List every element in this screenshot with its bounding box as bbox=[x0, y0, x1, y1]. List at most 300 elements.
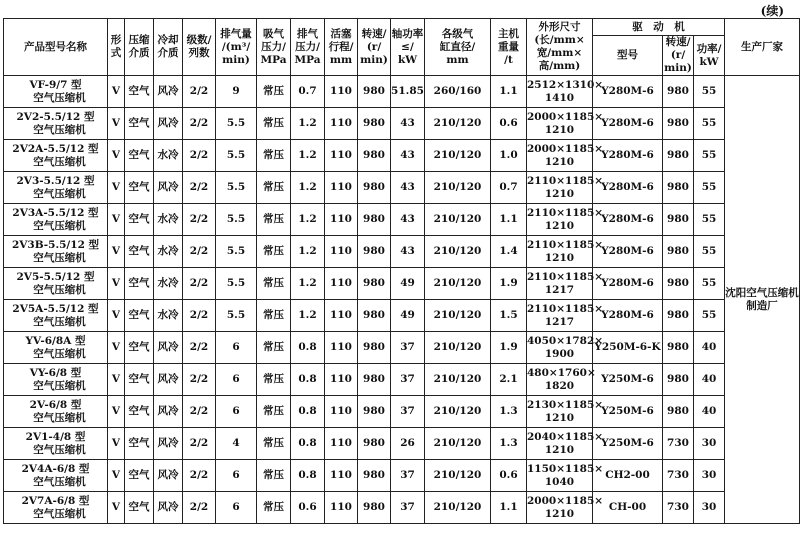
cell-cylinder-diameter: 210/120 bbox=[425, 204, 491, 236]
cell-discharge-pressure: 1.2 bbox=[291, 172, 325, 204]
cell-discharge-pressure: 0.8 bbox=[291, 364, 325, 396]
cell-cylinder-diameter: 210/120 bbox=[425, 460, 491, 492]
cell-motor-speed: 980 bbox=[663, 140, 694, 172]
table-row bbox=[4, 108, 800, 140]
cell-shaft-power: 37 bbox=[391, 460, 425, 492]
cell-discharge-pressure: 0.6 bbox=[291, 492, 325, 524]
header-discharge-pressure: 排气 压力/ MPa bbox=[291, 19, 325, 76]
cell-weight: 1.1 bbox=[491, 76, 527, 108]
cell-motor-power: 30 bbox=[694, 428, 725, 460]
cell-motor-model: Y280M-6 bbox=[593, 236, 663, 268]
cell-displacement: 5.5 bbox=[216, 236, 257, 268]
cell-stroke: 110 bbox=[325, 76, 358, 108]
dimensions-line-1: 2110×1185× bbox=[527, 206, 604, 219]
cell-motor-model: Y250M-6 bbox=[593, 428, 663, 460]
cell-suction-pressure: 常压 bbox=[257, 108, 291, 140]
cell-shaft-power: 37 bbox=[391, 492, 425, 524]
cell-suction-pressure: 常压 bbox=[257, 396, 291, 428]
cell-stages: 2/2 bbox=[183, 268, 216, 300]
model-subtitle: 空气压缩机 bbox=[33, 315, 86, 328]
table-row bbox=[4, 332, 800, 364]
cell-stages: 2/2 bbox=[183, 108, 216, 140]
cell-displacement: 9 bbox=[216, 76, 257, 108]
model-name: 2V5-5.5/12 型 bbox=[16, 270, 95, 283]
cell-speed: 980 bbox=[358, 364, 391, 396]
cell-model bbox=[4, 492, 108, 524]
cell-form: V bbox=[108, 332, 125, 364]
table-row bbox=[4, 364, 800, 396]
cell-stages: 2/2 bbox=[183, 428, 216, 460]
cell-shaft-power: 43 bbox=[391, 140, 425, 172]
cell-motor-speed: 980 bbox=[663, 204, 694, 236]
cell-displacement: 6 bbox=[216, 364, 257, 396]
cell-speed: 980 bbox=[358, 268, 391, 300]
table-body bbox=[4, 76, 800, 524]
table-row bbox=[4, 268, 800, 300]
model-subtitle: 空气压缩机 bbox=[33, 91, 86, 104]
cell-model bbox=[4, 108, 108, 140]
model-subtitle: 空气压缩机 bbox=[33, 123, 86, 136]
model-name: 2V3B-5.5/12 型 bbox=[11, 238, 100, 251]
model-name: 2V3A-5.5/12 型 bbox=[12, 206, 99, 219]
header-form: 形 式 bbox=[108, 19, 125, 76]
cell-form: V bbox=[108, 492, 125, 524]
cell-stages: 2/2 bbox=[183, 236, 216, 268]
model-subtitle: 空气压缩机 bbox=[33, 411, 86, 424]
cell-form: V bbox=[108, 364, 125, 396]
cell-cylinder-diameter: 210/120 bbox=[425, 172, 491, 204]
cell-motor-speed: 980 bbox=[663, 76, 694, 108]
cell-motor-speed: 730 bbox=[663, 492, 694, 524]
cell-motor-speed: 980 bbox=[663, 300, 694, 332]
cell-discharge-pressure: 1.2 bbox=[291, 140, 325, 172]
header-model: 产品型号名称 bbox=[4, 19, 108, 76]
model-subtitle: 空气压缩机 bbox=[33, 219, 86, 232]
cell-dimensions bbox=[527, 428, 604, 460]
cell-motor-model: Y250M-6-K bbox=[593, 332, 663, 364]
cell-stages: 2/2 bbox=[183, 300, 216, 332]
cell-dimensions bbox=[527, 204, 604, 236]
cell-speed: 980 bbox=[358, 204, 391, 236]
cell-compress-medium: 空气 bbox=[125, 76, 154, 108]
cell-compress-medium: 空气 bbox=[125, 428, 154, 460]
header-maker: 生产厂家 bbox=[725, 19, 800, 76]
cell-displacement: 5.5 bbox=[216, 204, 257, 236]
dimensions-line-1: 2130×1185× bbox=[527, 398, 604, 411]
model-name: 2V3-5.5/12 型 bbox=[16, 174, 95, 187]
cell-discharge-pressure: 1.2 bbox=[291, 108, 325, 140]
dimensions-line-2: 1040 bbox=[544, 475, 575, 488]
model-subtitle: 空气压缩机 bbox=[33, 347, 86, 360]
model-subtitle: 空气压缩机 bbox=[33, 507, 86, 520]
cell-cylinder-diameter: 210/120 bbox=[425, 300, 491, 332]
cell-suction-pressure: 常压 bbox=[257, 204, 291, 236]
cell-cylinder-diameter: 210/120 bbox=[425, 332, 491, 364]
table-row bbox=[4, 172, 800, 204]
cell-shaft-power: 51.85 bbox=[391, 76, 425, 108]
cell-cooling-medium: 风冷 bbox=[154, 172, 183, 204]
cell-cooling-medium: 风冷 bbox=[154, 396, 183, 428]
cell-model bbox=[4, 172, 108, 204]
cell-cooling-medium: 风冷 bbox=[154, 332, 183, 364]
header-compress-medium: 压缩 介质 bbox=[125, 19, 154, 76]
cell-motor-power: 30 bbox=[694, 460, 725, 492]
dimensions-line-2: 1210 bbox=[544, 187, 575, 200]
dimensions-line-1: 2000×1185× bbox=[527, 110, 604, 123]
cell-speed: 980 bbox=[358, 492, 391, 524]
cell-speed: 980 bbox=[358, 300, 391, 332]
cell-dimensions bbox=[527, 140, 604, 172]
cell-suction-pressure: 常压 bbox=[257, 332, 291, 364]
cell-suction-pressure: 常压 bbox=[257, 76, 291, 108]
cell-dimensions bbox=[527, 492, 604, 524]
cell-speed: 980 bbox=[358, 140, 391, 172]
header-dimensions: 外形尺寸 (长/mm× 宽/mm× 高/mm) bbox=[527, 19, 593, 76]
cell-model bbox=[4, 428, 108, 460]
cell-dimensions bbox=[527, 460, 604, 492]
dimensions-line-1: 4050×1782× bbox=[527, 334, 604, 347]
cell-shaft-power: 43 bbox=[391, 204, 425, 236]
table-row bbox=[4, 396, 800, 428]
cell-motor-power: 55 bbox=[694, 140, 725, 172]
header-suction-pressure: 吸气 压力/ MPa bbox=[257, 19, 291, 76]
cell-form: V bbox=[108, 236, 125, 268]
dimensions-line-2: 1900 bbox=[544, 347, 575, 360]
cell-weight: 2.1 bbox=[491, 364, 527, 396]
cell-stroke: 110 bbox=[325, 268, 358, 300]
cell-form: V bbox=[108, 268, 125, 300]
cell-speed: 980 bbox=[358, 172, 391, 204]
dimensions-line-2: 1210 bbox=[544, 123, 575, 136]
model-name: 2V7A-6/8 型 bbox=[21, 494, 90, 507]
model-subtitle: 空气压缩机 bbox=[33, 379, 86, 392]
cell-form: V bbox=[108, 300, 125, 332]
cell-model bbox=[4, 332, 108, 364]
cell-cylinder-diameter: 210/120 bbox=[425, 492, 491, 524]
cell-shaft-power: 37 bbox=[391, 332, 425, 364]
cell-motor-power: 55 bbox=[694, 300, 725, 332]
model-subtitle: 空气压缩机 bbox=[33, 155, 86, 168]
cell-cylinder-diameter: 260/160 bbox=[425, 76, 491, 108]
cell-motor-speed: 730 bbox=[663, 460, 694, 492]
cell-stroke: 110 bbox=[325, 172, 358, 204]
dimensions-line-1: 2110×1185× bbox=[527, 174, 604, 187]
cell-compress-medium: 空气 bbox=[125, 108, 154, 140]
table-row bbox=[4, 236, 800, 268]
cell-motor-model: CH-00 bbox=[593, 492, 663, 524]
cell-displacement: 4 bbox=[216, 428, 257, 460]
cell-stroke: 110 bbox=[325, 428, 358, 460]
dimensions-line-1: 2040×1185× bbox=[527, 430, 604, 443]
cell-compress-medium: 空气 bbox=[125, 268, 154, 300]
cell-compress-medium: 空气 bbox=[125, 204, 154, 236]
cell-motor-power: 55 bbox=[694, 108, 725, 140]
cell-motor-power: 55 bbox=[694, 76, 725, 108]
cell-form: V bbox=[108, 204, 125, 236]
dimensions-line-1: 480×1760× bbox=[527, 366, 596, 379]
cell-stroke: 110 bbox=[325, 236, 358, 268]
cell-stages: 2/2 bbox=[183, 332, 216, 364]
model-name: 2V4A-6/8 型 bbox=[21, 462, 90, 475]
continued-label: (续) bbox=[760, 4, 784, 18]
cell-suction-pressure: 常压 bbox=[257, 300, 291, 332]
cell-stroke: 110 bbox=[325, 300, 358, 332]
cell-motor-speed: 980 bbox=[663, 364, 694, 396]
cell-stages: 2/2 bbox=[183, 76, 216, 108]
cell-motor-speed: 980 bbox=[663, 332, 694, 364]
cell-shaft-power: 37 bbox=[391, 364, 425, 396]
cell-stroke: 110 bbox=[325, 364, 358, 396]
cell-shaft-power: 43 bbox=[391, 236, 425, 268]
cell-cylinder-diameter: 210/120 bbox=[425, 396, 491, 428]
cell-cylinder-diameter: 210/120 bbox=[425, 140, 491, 172]
cell-motor-power: 40 bbox=[694, 364, 725, 396]
cell-cooling-medium: 风冷 bbox=[154, 492, 183, 524]
cell-model bbox=[4, 204, 108, 236]
cell-speed: 980 bbox=[358, 76, 391, 108]
cell-cooling-medium: 风冷 bbox=[154, 76, 183, 108]
dimensions-line-2: 1210 bbox=[544, 251, 575, 264]
cell-motor-power: 30 bbox=[694, 492, 725, 524]
model-name: 2V-6/8 型 bbox=[29, 398, 82, 411]
cell-cylinder-diameter: 210/120 bbox=[425, 268, 491, 300]
table-row bbox=[4, 140, 800, 172]
cell-model bbox=[4, 140, 108, 172]
cell-stages: 2/2 bbox=[183, 396, 216, 428]
cell-shaft-power: 49 bbox=[391, 268, 425, 300]
table-row bbox=[4, 460, 800, 492]
cell-dimensions bbox=[527, 108, 604, 140]
dimensions-line-1: 2000×1185× bbox=[527, 142, 604, 155]
cell-stroke: 110 bbox=[325, 460, 358, 492]
cell-motor-speed: 980 bbox=[663, 108, 694, 140]
cell-cylinder-diameter: 210/120 bbox=[425, 236, 491, 268]
cell-motor-model: Y250M-6 bbox=[593, 396, 663, 428]
cell-motor-model: Y280M-6 bbox=[593, 300, 663, 332]
cell-model bbox=[4, 236, 108, 268]
cell-motor-model: Y280M-6 bbox=[593, 76, 663, 108]
cell-suction-pressure: 常压 bbox=[257, 268, 291, 300]
cell-speed: 980 bbox=[358, 236, 391, 268]
dimensions-line-2: 1210 bbox=[544, 507, 575, 520]
dimensions-line-2: 1210 bbox=[544, 155, 575, 168]
cell-shaft-power: 43 bbox=[391, 108, 425, 140]
cell-form: V bbox=[108, 460, 125, 492]
header-drive-speed: 转速/ (r/ min) bbox=[664, 36, 692, 74]
cell-motor-model: Y250M-6 bbox=[593, 364, 663, 396]
cell-displacement: 6 bbox=[216, 460, 257, 492]
cell-stages: 2/2 bbox=[183, 364, 216, 396]
cell-suction-pressure: 常压 bbox=[257, 460, 291, 492]
cell-motor-speed: 730 bbox=[663, 428, 694, 460]
table-row bbox=[4, 76, 800, 108]
cell-motor-model: Y280M-6 bbox=[593, 108, 663, 140]
cell-model bbox=[4, 364, 108, 396]
cell-displacement: 5.5 bbox=[216, 300, 257, 332]
cell-speed: 980 bbox=[358, 396, 391, 428]
cell-form: V bbox=[108, 172, 125, 204]
cell-weight: 1.3 bbox=[491, 396, 527, 428]
cell-stages: 2/2 bbox=[183, 492, 216, 524]
cell-cooling-medium: 水冷 bbox=[154, 236, 183, 268]
model-name: 2V2A-5.5/12 型 bbox=[12, 142, 99, 155]
cell-motor-model: Y280M-6 bbox=[593, 172, 663, 204]
cell-discharge-pressure: 1.2 bbox=[291, 204, 325, 236]
cell-motor-model: Y280M-6 bbox=[593, 268, 663, 300]
cell-compress-medium: 空气 bbox=[125, 236, 154, 268]
dimensions-line-2: 1217 bbox=[544, 283, 575, 296]
cell-cylinder-diameter: 210/120 bbox=[425, 364, 491, 396]
model-name: VF-9/7 型 bbox=[29, 78, 82, 91]
cell-shaft-power: 37 bbox=[391, 396, 425, 428]
cell-compress-medium: 空气 bbox=[125, 396, 154, 428]
cell-motor-model: CH2-00 bbox=[593, 460, 663, 492]
cell-weight: 1.9 bbox=[491, 268, 527, 300]
cell-suction-pressure: 常压 bbox=[257, 364, 291, 396]
cell-stages: 2/2 bbox=[183, 204, 216, 236]
cell-displacement: 5.5 bbox=[216, 172, 257, 204]
cell-displacement: 5.5 bbox=[216, 108, 257, 140]
cell-cooling-medium: 水冷 bbox=[154, 268, 183, 300]
cell-shaft-power: 49 bbox=[391, 300, 425, 332]
header-drive-model: 型号 bbox=[593, 36, 663, 76]
cell-stroke: 110 bbox=[325, 492, 358, 524]
cell-model bbox=[4, 396, 108, 428]
cell-weight: 1.1 bbox=[491, 204, 527, 236]
header-stages: 级数/ 列数 bbox=[183, 19, 216, 76]
cell-discharge-pressure: 1.2 bbox=[291, 268, 325, 300]
cell-motor-speed: 980 bbox=[663, 396, 694, 428]
cell-suction-pressure: 常压 bbox=[257, 172, 291, 204]
cell-form: V bbox=[108, 428, 125, 460]
cell-maker: 沈阳空气压缩机制造厂 bbox=[725, 76, 800, 524]
cell-cooling-medium: 水冷 bbox=[154, 204, 183, 236]
dimensions-line-2: 1210 bbox=[544, 219, 575, 232]
cell-speed: 980 bbox=[358, 428, 391, 460]
cell-cylinder-diameter: 210/120 bbox=[425, 428, 491, 460]
cell-shaft-power: 43 bbox=[391, 172, 425, 204]
cell-discharge-pressure: 1.2 bbox=[291, 236, 325, 268]
table-row bbox=[4, 300, 800, 332]
cell-weight: 0.6 bbox=[491, 108, 527, 140]
cell-stroke: 110 bbox=[325, 332, 358, 364]
cell-displacement: 6 bbox=[216, 396, 257, 428]
cell-dimensions bbox=[527, 300, 604, 332]
cell-discharge-pressure: 1.2 bbox=[291, 300, 325, 332]
cell-form: V bbox=[108, 76, 125, 108]
cell-discharge-pressure: 0.8 bbox=[291, 332, 325, 364]
cell-discharge-pressure: 0.8 bbox=[291, 396, 325, 428]
cell-motor-power: 55 bbox=[694, 172, 725, 204]
cell-compress-medium: 空气 bbox=[125, 364, 154, 396]
cell-suction-pressure: 常压 bbox=[257, 428, 291, 460]
header-drive-power: 功率/ kW bbox=[694, 36, 725, 76]
cell-dimensions bbox=[527, 172, 604, 204]
dimensions-line-2: 1410 bbox=[544, 91, 575, 104]
dimensions-line-2: 1210 bbox=[544, 443, 575, 456]
cell-displacement: 6 bbox=[216, 332, 257, 364]
cell-speed: 980 bbox=[358, 108, 391, 140]
cell-cooling-medium: 风冷 bbox=[154, 364, 183, 396]
cell-speed: 980 bbox=[358, 460, 391, 492]
cell-discharge-pressure: 0.8 bbox=[291, 428, 325, 460]
cell-motor-power: 55 bbox=[694, 268, 725, 300]
header-stroke: 活塞 行程/ mm bbox=[325, 19, 358, 76]
cell-weight: 1.0 bbox=[491, 140, 527, 172]
dimensions-line-1: 1150×1185× bbox=[527, 462, 604, 475]
header-speed: 转速/ (r/ min) bbox=[358, 19, 391, 76]
cell-motor-speed: 980 bbox=[663, 236, 694, 268]
cell-weight: 1.3 bbox=[491, 428, 527, 460]
cell-cooling-medium: 风冷 bbox=[154, 460, 183, 492]
table-row bbox=[4, 492, 800, 524]
cell-compress-medium: 空气 bbox=[125, 492, 154, 524]
cell-suction-pressure: 常压 bbox=[257, 236, 291, 268]
model-subtitle: 空气压缩机 bbox=[33, 475, 86, 488]
model-name: 2V2-5.5/12 型 bbox=[16, 110, 95, 123]
cell-dimensions bbox=[527, 396, 604, 428]
model-name: VY-6/8 型 bbox=[29, 366, 82, 379]
cell-motor-power: 40 bbox=[694, 396, 725, 428]
cell-dimensions bbox=[527, 236, 604, 268]
header-drive: 驱 动 机 bbox=[593, 19, 725, 36]
cell-motor-model: Y280M-6 bbox=[593, 204, 663, 236]
cell-compress-medium: 空气 bbox=[125, 332, 154, 364]
cell-motor-power: 55 bbox=[694, 204, 725, 236]
cell-motor-power: 55 bbox=[694, 236, 725, 268]
cell-motor-power: 40 bbox=[694, 332, 725, 364]
cell-displacement: 5.5 bbox=[216, 268, 257, 300]
dimensions-line-1: 2000×1185× bbox=[527, 494, 604, 507]
model-name: YV-6/8A 型 bbox=[25, 334, 86, 347]
model-subtitle: 空气压缩机 bbox=[33, 443, 86, 456]
dimensions-line-1: 2110×1185× bbox=[527, 302, 604, 315]
model-subtitle: 空气压缩机 bbox=[33, 187, 86, 200]
cell-stroke: 110 bbox=[325, 204, 358, 236]
cell-dimensions bbox=[527, 268, 604, 300]
header-shaft-power: 轴功率 ≤/ kW bbox=[391, 19, 425, 76]
cell-weight: 1.9 bbox=[491, 332, 527, 364]
cell-weight: 1.5 bbox=[491, 300, 527, 332]
cell-stroke: 110 bbox=[325, 108, 358, 140]
cell-form: V bbox=[108, 140, 125, 172]
cell-shaft-power: 26 bbox=[391, 428, 425, 460]
cell-stroke: 110 bbox=[325, 140, 358, 172]
cell-cooling-medium: 水冷 bbox=[154, 140, 183, 172]
cell-compress-medium: 空气 bbox=[125, 300, 154, 332]
cell-motor-speed: 980 bbox=[663, 268, 694, 300]
cell-suction-pressure: 常压 bbox=[257, 492, 291, 524]
dimensions-line-1: 2110×1185× bbox=[527, 238, 604, 251]
cell-model bbox=[4, 76, 108, 108]
table-row bbox=[4, 428, 800, 460]
model-subtitle: 空气压缩机 bbox=[33, 283, 86, 296]
compressor-spec-table bbox=[3, 18, 800, 524]
model-name: 2V1-4/8 型 bbox=[25, 430, 86, 443]
header-cooling-medium: 冷却 介质 bbox=[154, 19, 183, 76]
cell-model bbox=[4, 268, 108, 300]
cell-cooling-medium: 风冷 bbox=[154, 108, 183, 140]
cell-weight: 0.7 bbox=[491, 172, 527, 204]
cell-stages: 2/2 bbox=[183, 460, 216, 492]
model-name: 2V5A-5.5/12 型 bbox=[12, 302, 99, 315]
table-header bbox=[4, 19, 800, 76]
dimensions-line-2: 1210 bbox=[544, 411, 575, 424]
cell-motor-model: Y280M-6 bbox=[593, 140, 663, 172]
header-displacement: 排气量 /(m³/ min) bbox=[216, 19, 257, 76]
cell-compress-medium: 空气 bbox=[125, 140, 154, 172]
cell-motor-speed: 980 bbox=[663, 172, 694, 204]
